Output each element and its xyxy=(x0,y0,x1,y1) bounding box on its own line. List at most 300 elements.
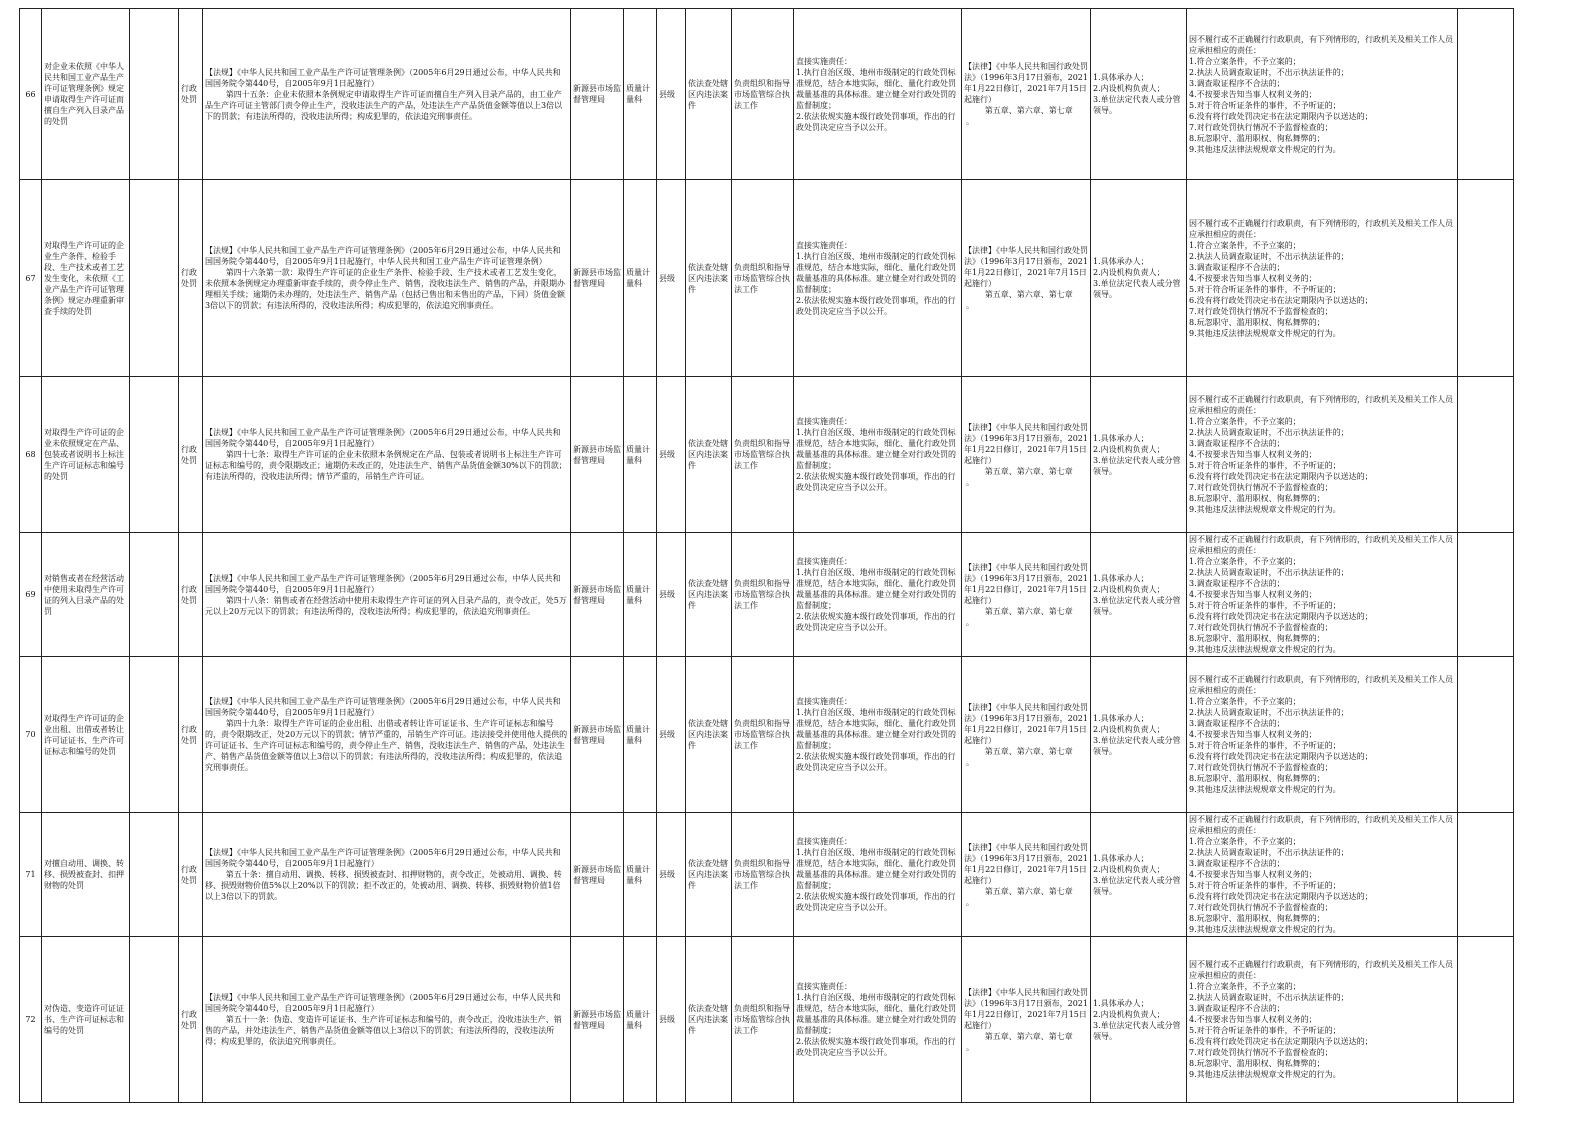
accountability-line: 9.其他违反法律法规规章文件规定的行为。 xyxy=(1189,925,1341,934)
subject-line: 1.具体承办人； xyxy=(1093,73,1149,82)
category-cell xyxy=(179,180,203,377)
basis-cell xyxy=(962,533,1091,657)
law-article: 第四十九条：取得生产许可证的企业出租、出借或者转让许可证证书、生产许可证标志和编号的，责令限期改正，处20万元以下的罚款；情节严重的，吊销生产许可证。违法接受并使用他人提供的许可证证书、生产许可证标志和编号的，责令停止生产、销售，没收违法生产、销售的产品，处违法生产、销售产品货值金额等值以上3倍以下的罚款；有违法所得的，没收违法所得；构成犯罪的，依法追究刑事责任。 xyxy=(205,719,568,772)
section: 质量计量科 xyxy=(626,268,650,288)
category-cell xyxy=(179,533,203,657)
basis-line: 【法律】《中华人民共和国行政处罚法》（1996年3月17日颁布，2021年1月22日修订，2021年7月15日起施行） xyxy=(964,562,1088,605)
duty-line: 1.执行自治区级、地州市级制定的行政处罚标准规范，结合本地实际，细化、量化行政处罚裁量基准的具体标准。建立健全对行政处罚的监督制度； xyxy=(796,568,956,610)
accountability-line: 9.其他违反法律法规规章文件规定的行为。 xyxy=(1189,1070,1341,1079)
duty-line: 直接实施责任： xyxy=(796,56,852,66)
subject-line: 2.内设机构负责人； xyxy=(1093,268,1165,277)
accountability-line: 7.对行政处罚执行情况不予监督检查的； xyxy=(1189,623,1333,632)
basis-chapters: 第五章、第六章、第七章 xyxy=(984,106,1073,115)
subject-cell xyxy=(1091,813,1187,937)
empty-cell xyxy=(1458,180,1514,377)
basis-line: 【法律】《中华人民共和国行政处罚法》（1996年3月17日颁布，2021年1月22日修订，2021年7月15日起施行） xyxy=(964,62,1088,104)
accountability-line: 因不履行或不正确履行行政职责，有下列情形的，行政机关及相关工作人员应承担相应的责任： xyxy=(1189,34,1453,55)
item-number-cell xyxy=(20,533,42,657)
level-cell xyxy=(657,9,686,180)
accountability-cell xyxy=(1187,657,1458,813)
basis-cell xyxy=(962,657,1091,813)
subject-line: 3.单位法定代表人或分管领导。 xyxy=(1093,595,1181,616)
item-number-cell xyxy=(20,937,42,1103)
duty-line: 1.执行自治区级、地州市级制定的行政处罚标准规范，结合本地实际，细化、量化行政处罚裁量基准的具体标准。建立健全对行政处罚的监督制度； xyxy=(796,251,956,294)
item-number: 66 xyxy=(25,89,36,99)
accountability-line: 5.对于符合听证条件的事件，不予听证的； xyxy=(1189,741,1341,750)
accountability-line: 4.不按要求告知当事人权利义务的； xyxy=(1189,273,1317,283)
accountability-cell xyxy=(1187,9,1458,180)
accountability-line: 1.符合立案条件，不予立案的； xyxy=(1189,240,1301,250)
accountability-line: 4.不按要求告知当事人权利义务的； xyxy=(1189,1015,1317,1024)
scope: 依法查处辖区内违法案件 xyxy=(688,439,728,470)
role: 负责组织和指导市场监管综合执法工作 xyxy=(734,262,790,294)
agency-cell xyxy=(571,377,624,533)
accountability-line: 因不履行或不正确履行行政职责，有下列情形的，行政机关及相关工作人员应承担相应的责任： xyxy=(1189,815,1453,835)
agency: 新源县市场监督管理局 xyxy=(573,864,621,885)
category-cell xyxy=(179,813,203,937)
duty-cell xyxy=(794,533,962,657)
accountability-line: 3.调查取证程序不合法的； xyxy=(1189,262,1285,272)
item-name-cell xyxy=(42,9,130,180)
law-article: 第五十一条：伪造、变造许可证证书、生产许可证标志和编号的，责令改正，没收违法生产、销售的产品，并处违法生产、销售产品货值金额等值以上3倍以下的罚款；有违法所得的，没收违法所得；构成犯罪的，依法追究刑事责任。 xyxy=(205,1015,562,1046)
level: 县级 xyxy=(659,870,675,879)
empty-cell xyxy=(130,533,179,657)
law-title: 【法规】《中华人民共和国工业产品生产许可证管理条例》（2005年6月29日通过公布，中华人民共和国国务院令第440号，自2005年9月1日起施行） xyxy=(205,428,561,448)
law-title: 【法规】《中华人民共和国工业产品生产许可证管理条例》（2005年6月29日通过公布，中华人民共和国国务院令第440号，自2005年9月1日起施行） xyxy=(205,848,561,868)
empty-cell xyxy=(1458,533,1514,657)
basis-chapters: 第五章、第六章、第七章 xyxy=(984,886,1073,896)
accountability-line: 因不履行或不正确履行行政职责，有下列情形的，行政机关及相关工作人员应承担相应的责任： xyxy=(1189,395,1453,415)
accountability-line: 7.对行政处罚执行情况不予监督检查的； xyxy=(1189,122,1333,132)
duty-line: 1.执行自治区级、地州市级制定的行政处罚标准规范，结合本地实际，细化、量化行政处罚裁量基准的具体标准。建立健全对行政处罚的监督制度； xyxy=(796,993,956,1035)
legal-basis-cell xyxy=(203,937,571,1103)
legal-basis-cell xyxy=(203,657,571,813)
scope-cell xyxy=(686,657,732,813)
role-cell xyxy=(732,533,794,657)
duty-line: 2.依法依规实施本级行政处罚事项，作出的行政处罚决定应当予以公开。 xyxy=(796,295,956,316)
table-row xyxy=(20,377,1514,533)
accountability-line: 4.不按要求告知当事人权利义务的； xyxy=(1189,590,1317,599)
role: 负责组织和指导市场监管综合执法工作 xyxy=(734,719,790,750)
accountability-line: 6.没有将行政处罚决定书在法定期限内予以送达的； xyxy=(1189,111,1373,121)
item-name-cell xyxy=(42,180,130,377)
item-number-cell xyxy=(20,657,42,813)
item-name: 对销售或者在经营活动中使用未取得生产许可证的列入目录产品的处罚 xyxy=(44,573,124,616)
accountability-line: 3.调查取证程序不合法的； xyxy=(1189,1004,1285,1013)
subject-line: 2.内设机构负责人； xyxy=(1093,84,1165,93)
accountability-cell xyxy=(1187,937,1458,1103)
accountability-line: 8.玩忽职守、滥用职权、徇私舞弊的； xyxy=(1189,133,1325,143)
legal-basis-cell xyxy=(203,377,571,533)
item-name-cell xyxy=(42,377,130,533)
table-row xyxy=(20,937,1514,1103)
accountability-line: 3.调查取证程序不合法的； xyxy=(1189,719,1285,728)
subject-line: 3.单位法定代表人或分管领导。 xyxy=(1093,1020,1181,1041)
accountability-line: 1.符合立案条件，不予立案的； xyxy=(1189,557,1301,566)
duty-line: 2.依法依规实施本级行政处罚事项，作出的行政处罚决定应当予以公开。 xyxy=(796,472,956,492)
table-row xyxy=(20,813,1514,937)
empty-cell xyxy=(1458,377,1514,533)
basis-line: 【法律】《中华人民共和国行政处罚法》（1996年3月17日颁布，2021年1月22日修订，2021年7月15日起施行） xyxy=(964,842,1088,885)
basis-mark: 。 xyxy=(966,117,974,126)
item-number: 68 xyxy=(25,450,36,459)
law-article: 第四十七条：取得生产许可证的企业未依照本条例规定在产品、包装或者说明书上标注生产许可证标志和编号的，责令限期改正；逾期仍未改正的，处违法生产、销售产品货值金额30%以下的罚款；有违法所得的，没收违法所得；情节严重的，吊销生产许可证。 xyxy=(205,450,567,481)
accountability-line: 9.其他违反法律法规规章文件规定的行为。 xyxy=(1189,505,1341,514)
category-cell xyxy=(179,377,203,533)
category-cell xyxy=(179,937,203,1103)
subject-cell xyxy=(1091,9,1187,180)
level-cell xyxy=(657,937,686,1103)
duty-line: 2.依法依规实施本级行政处罚事项，作出的行政处罚决定应当予以公开。 xyxy=(796,612,956,632)
basis-line: 【法律】《中华人民共和国行政处罚法》（1996年3月17日颁布，2021年1月22日修订，2021年7月15日起施行） xyxy=(964,246,1088,288)
empty-cell xyxy=(130,9,179,180)
subject-line: 3.单位法定代表人或分管领导。 xyxy=(1093,455,1181,476)
subject-line: 1.具体承办人； xyxy=(1093,433,1149,443)
empty-cell xyxy=(130,180,179,377)
agency: 新源县市场监督管理局 xyxy=(573,268,621,288)
accountability-line: 6.没有将行政处罚决定书在法定期限内予以送达的； xyxy=(1189,752,1373,761)
scope-cell xyxy=(686,9,732,180)
level: 县级 xyxy=(659,590,675,599)
section-cell xyxy=(624,657,657,813)
subject-line: 2.内设机构负责人； xyxy=(1093,724,1165,734)
agency-cell xyxy=(571,657,624,813)
scope: 依法查处辖区内违法案件 xyxy=(688,719,728,750)
law-title: 【法规】《中华人民共和国工业产品生产许可证管理条例》（2005年6月29日通过公布，中华人民共和国国务院令第440号，自2005年9月1日起施行） xyxy=(205,573,561,594)
accountability-line: 因不履行或不正确履行行政职责，有下列情形的，行政机关及相关工作人员应承担相应的责任： xyxy=(1189,675,1453,695)
duty-line: 1.执行自治区级、地州市级制定的行政处罚标准规范，结合本地实际，细化、量化行政处罚裁量基准的具体标准。建立健全对行政处罚的监督制度； xyxy=(796,428,956,470)
category: 行政处罚 xyxy=(181,84,197,104)
subject-line: 3.单位法定代表人或分管领导。 xyxy=(1093,735,1181,756)
agency-cell xyxy=(571,533,624,657)
empty-cell xyxy=(130,657,179,813)
role-cell xyxy=(732,377,794,533)
category: 行政处罚 xyxy=(181,444,197,465)
accountability-line: 5.对于符合听证条件的事件，不予听证的； xyxy=(1189,284,1341,294)
item-number-cell xyxy=(20,377,42,533)
section: 质量计量科 xyxy=(626,84,650,104)
legal-basis-cell xyxy=(203,533,571,657)
empty-cell xyxy=(130,937,179,1103)
power-list-table xyxy=(19,8,1514,1103)
law-title: 【法规】《中华人民共和国工业产品生产许可证管理条例》（2005年6月29日通过公布，中华人民共和国国务院令第440号，自2005年9月1日起施行） xyxy=(205,697,561,717)
accountability-line: 3.调查取证程序不合法的； xyxy=(1189,78,1285,88)
subject-line: 2.内设机构负责人； xyxy=(1093,444,1165,454)
accountability-line: 7.对行政处罚执行情况不予监督检查的； xyxy=(1189,306,1333,316)
accountability-line: 2.执法人员调查取证时，不出示执法证件的； xyxy=(1189,708,1349,717)
scope: 依法查处辖区内违法案件 xyxy=(688,262,728,294)
scope: 依法查处辖区内违法案件 xyxy=(688,1004,728,1035)
accountability-line: 6.没有将行政处罚决定书在法定期限内予以送达的； xyxy=(1189,612,1373,621)
accountability-line: 4.不按要求告知当事人权利义务的； xyxy=(1189,450,1317,459)
accountability-line: 6.没有将行政处罚决定书在法定期限内予以送达的； xyxy=(1189,472,1373,481)
subject-line: 2.内设机构负责人； xyxy=(1093,1009,1165,1019)
subject-line: 3.单位法定代表人或分管领导。 xyxy=(1093,279,1181,299)
accountability-line: 9.其他违反法律法规规章文件规定的行为。 xyxy=(1189,144,1341,154)
law-title: 【法规】《中华人民共和国工业产品生产许可证管理条例》（2005年6月29日通过公布，中华人民共和国国务院令第440号，自2005年9月1日起施行） xyxy=(205,67,561,88)
accountability-line: 8.玩忽职守、滥用职权、徇私舞弊的； xyxy=(1189,634,1325,643)
role-cell xyxy=(732,180,794,377)
accountability-line: 5.对于符合听证条件的事件，不予听证的； xyxy=(1189,1026,1341,1035)
basis-cell xyxy=(962,180,1091,377)
accountability-line: 5.对于符合听证条件的事件，不予听证的； xyxy=(1189,100,1341,110)
section-cell xyxy=(624,377,657,533)
section: 质量计量科 xyxy=(626,584,650,605)
item-name-cell xyxy=(42,533,130,657)
agency-cell xyxy=(571,937,624,1103)
scope-cell xyxy=(686,533,732,657)
duty-line: 1.执行自治区级、地州市级制定的行政处罚标准规范，结合本地实际，细化、量化行政处罚裁量基准的具体标准。建立健全对行政处罚的监督制度； xyxy=(796,708,956,750)
accountability-line: 1.符合立案条件，不予立案的； xyxy=(1189,56,1301,66)
duty-line: 2.依法依规实施本级行政处罚事项，作出的行政处罚决定应当予以公开。 xyxy=(796,752,956,772)
basis-chapters: 第五章、第六章、第七章 xyxy=(984,606,1073,616)
agency-cell xyxy=(571,9,624,180)
subject-cell xyxy=(1091,657,1187,813)
item-name: 对取得生产许可证的企业生产条件、检验手段、生产技术或者工艺发生变化，未依照《工业产品生产许可证管理条例》规定办理重新审查手续的处罚 xyxy=(44,240,124,316)
level: 县级 xyxy=(659,273,675,283)
scope-cell xyxy=(686,377,732,533)
accountability-line: 6.没有将行政处罚决定书在法定期限内予以送达的； xyxy=(1189,892,1373,901)
accountability-cell xyxy=(1187,180,1458,377)
role-cell xyxy=(732,657,794,813)
item-number: 71 xyxy=(25,870,36,879)
item-name-cell xyxy=(42,937,130,1103)
basis-mark: 。 xyxy=(966,617,974,627)
level-cell xyxy=(657,813,686,937)
level: 县级 xyxy=(659,89,675,99)
section-cell xyxy=(624,9,657,180)
section-cell xyxy=(624,813,657,937)
empty-cell xyxy=(1458,813,1514,937)
law-title: 【法规】《中华人民共和国工业产品生产许可证管理条例》（2005年6月29日通过公布，中华人民共和国国务院令第440号，自2005年9月1日起施行，中华人民共和国工业产品生产许可证管理条例） xyxy=(205,246,561,266)
basis-chapters: 第五章、第六章、第七章 xyxy=(984,1031,1073,1041)
level-cell xyxy=(657,180,686,377)
accountability-line: 1.符合立案条件，不予立案的； xyxy=(1189,417,1301,426)
level-cell xyxy=(657,533,686,657)
accountability-line: 9.其他违反法律法规规章文件规定的行为。 xyxy=(1189,785,1341,794)
table-row xyxy=(20,533,1514,657)
basis-mark: 。 xyxy=(966,1042,974,1052)
basis-mark: 。 xyxy=(966,897,974,907)
item-number: 69 xyxy=(25,590,36,599)
role: 负责组织和指导市场监管综合执法工作 xyxy=(734,1004,790,1035)
accountability-line: 因不履行或不正确履行行政职责，有下列情形的，行政机关及相关工作人员应承担相应的责任： xyxy=(1189,960,1453,980)
section-cell xyxy=(624,533,657,657)
table-row xyxy=(20,180,1514,377)
scope: 依法查处辖区内违法案件 xyxy=(688,78,728,110)
category: 行政处罚 xyxy=(181,268,197,288)
duty-line: 1.执行自治区级、地州市级制定的行政处罚标准规范，结合本地实际，细化、量化行政处罚裁量基准的具体标准。建立健全对行政处罚的监督制度； xyxy=(796,67,956,110)
subject-line: 3.单位法定代表人或分管领导。 xyxy=(1093,875,1181,896)
duty-line: 直接实施责任： xyxy=(796,697,852,706)
basis-cell xyxy=(962,9,1091,180)
scope-cell xyxy=(686,813,732,937)
scope: 依法查处辖区内违法案件 xyxy=(688,579,728,610)
accountability-line: 6.没有将行政处罚决定书在法定期限内予以送达的； xyxy=(1189,1037,1373,1046)
accountability-line: 8.玩忽职守、滥用职权、徇私舞弊的； xyxy=(1189,494,1325,503)
role: 负责组织和指导市场监管综合执法工作 xyxy=(734,859,790,890)
subject-line: 1.具体承办人； xyxy=(1093,257,1149,266)
empty-cell xyxy=(130,377,179,533)
accountability-line: 8.玩忽职守、滥用职权、徇私舞弊的； xyxy=(1189,317,1325,327)
subject-line: 1.具体承办人； xyxy=(1093,998,1149,1008)
item-name: 对取得生产许可证的企业未依照规定在产品、包装或者说明书上标注生产许可证标志和编号的处罚 xyxy=(44,428,124,481)
agency: 新源县市场监督管理局 xyxy=(573,724,621,745)
duty-line: 2.依法依规实施本级行政处罚事项，作出的行政处罚决定应当予以公开。 xyxy=(796,1037,956,1057)
category-cell xyxy=(179,9,203,180)
duty-line: 直接实施责任： xyxy=(796,982,852,991)
section: 质量计量科 xyxy=(626,724,650,745)
section: 质量计量科 xyxy=(626,864,650,885)
subject-cell xyxy=(1091,377,1187,533)
table-row xyxy=(20,9,1514,180)
basis-chapters: 第五章、第六章、第七章 xyxy=(984,290,1073,299)
accountability-line: 1.符合立案条件，不予立案的； xyxy=(1189,837,1301,846)
item-name: 对擅自动用、调换、转移、损毁被查封、扣押财物的处罚 xyxy=(44,859,124,890)
accountability-line: 5.对于符合听证条件的事件，不予听证的； xyxy=(1189,461,1341,470)
scope-cell xyxy=(686,180,732,377)
duty-line: 直接实施责任： xyxy=(796,557,852,566)
law-article: 第四十五条：企业未依照本条例规定申请取得生产许可证而擅自生产列入目录产品的，由工业产品生产许可证主管部门责令停止生产，没收违法生产的产品，处违法生产产品货值金额等值以上3倍以下的罚款；有违法所得的，没收违法所得；构成犯罪的，依法追究刑事责任。 xyxy=(205,89,563,121)
basis-cell xyxy=(962,937,1091,1103)
basis-line: 【法律】《中华人民共和国行政处罚法》（1996年3月17日颁布，2021年1月22日修订，2021年7月15日起施行） xyxy=(964,702,1088,745)
basis-cell xyxy=(962,377,1091,533)
accountability-line: 4.不按要求告知当事人权利义务的； xyxy=(1189,89,1317,99)
accountability-line: 1.符合立案条件，不予立案的； xyxy=(1189,982,1301,991)
basis-mark: 。 xyxy=(966,477,974,487)
agency: 新源县市场监督管理局 xyxy=(573,1009,621,1030)
accountability-line: 8.玩忽职守、滥用职权、徇私舞弊的； xyxy=(1189,774,1325,783)
item-number-cell xyxy=(20,180,42,377)
legal-basis-cell xyxy=(203,813,571,937)
subject-line: 1.具体承办人； xyxy=(1093,573,1149,583)
accountability-line: 3.调查取证程序不合法的； xyxy=(1189,439,1285,448)
category: 行政处罚 xyxy=(181,864,197,885)
empty-cell xyxy=(130,813,179,937)
duty-cell xyxy=(794,813,962,937)
duty-cell xyxy=(794,377,962,533)
accountability-line: 2.执法人员调查取证时，不出示执法证件的； xyxy=(1189,848,1349,857)
accountability-line: 2.执法人员调查取证时，不出示执法证件的； xyxy=(1189,993,1349,1002)
agency: 新源县市场监督管理局 xyxy=(573,444,621,465)
subject-line: 1.具体承办人； xyxy=(1093,853,1149,863)
subject-cell xyxy=(1091,533,1187,657)
subject-line: 2.内设机构负责人； xyxy=(1093,864,1165,874)
item-number-cell xyxy=(20,813,42,937)
table-row xyxy=(20,657,1514,813)
subject-line: 1.具体承办人； xyxy=(1093,713,1149,723)
section: 质量计量科 xyxy=(626,1009,650,1030)
law-article: 第五十条：擅自动用、调换、转移、损毁被查封、扣押财物的，责令改正，处被动用、调换、转移、损毁财物价值5%以上20%以下的罚款；拒不改正的，处被动用、调换、转移、损毁财物价值1倍以上3倍以下的罚款。 xyxy=(205,870,562,901)
agency-cell xyxy=(571,813,624,937)
role-cell xyxy=(732,813,794,937)
empty-cell xyxy=(1458,9,1514,180)
accountability-line: 3.调查取证程序不合法的； xyxy=(1189,579,1285,588)
item-name: 对取得生产许可证的企业出租、出借或者转让许可证证书、生产许可证标志和编号的处罚 xyxy=(44,713,124,756)
empty-cell xyxy=(1458,657,1514,813)
category: 行政处罚 xyxy=(181,584,197,605)
item-name: 对伪造、变造许可证证书、生产许可证标志和编号的处罚 xyxy=(44,1004,124,1035)
item-name-cell xyxy=(42,657,130,813)
section-cell xyxy=(624,937,657,1103)
accountability-line: 8.玩忽职守、滥用职权、徇私舞弊的； xyxy=(1189,1059,1325,1068)
accountability-line: 7.对行政处罚执行情况不予监督检查的； xyxy=(1189,483,1333,492)
law-title: 【法规】《中华人民共和国工业产品生产许可证管理条例》（2005年6月29日通过公布，中华人民共和国国务院令第440号，自2005年9月1日起施行） xyxy=(205,993,561,1013)
accountability-line: 5.对于符合听证条件的事件，不予听证的； xyxy=(1189,881,1341,890)
basis-mark: 。 xyxy=(966,757,974,767)
agency: 新源县市场监督管理局 xyxy=(573,84,621,104)
duty-line: 直接实施责任： xyxy=(796,240,852,250)
accountability-line: 7.对行政处罚执行情况不予监督检查的； xyxy=(1189,903,1333,912)
agency: 新源县市场监督管理局 xyxy=(573,584,621,605)
law-article: 第四十八条：销售或者在经营活动中使用未取得生产许可证的列入目录产品的，责令改正，处5万元以上20万元以下的罚款；有违法所得的，没收违法所得；构成犯罪的，依法追究刑事责任。 xyxy=(205,595,567,616)
accountability-line: 4.不按要求告知当事人权利义务的； xyxy=(1189,730,1317,739)
accountability-line: 9.其他违反法律法规规章文件规定的行为。 xyxy=(1189,328,1341,338)
level-cell xyxy=(657,377,686,533)
level: 县级 xyxy=(659,450,675,459)
subject-cell xyxy=(1091,937,1187,1103)
accountability-cell xyxy=(1187,813,1458,937)
accountability-cell xyxy=(1187,533,1458,657)
accountability-line: 2.执法人员调查取证时，不出示执法证件的； xyxy=(1189,67,1349,77)
accountability-line: 5.对于符合听证条件的事件，不予听证的； xyxy=(1189,601,1341,610)
legal-basis-cell xyxy=(203,9,571,180)
duty-line: 2.依法依规实施本级行政处罚事项，作出的行政处罚决定应当予以公开。 xyxy=(796,111,956,132)
duty-cell xyxy=(794,9,962,180)
duty-cell xyxy=(794,180,962,377)
subject-line: 2.内设机构负责人； xyxy=(1093,584,1165,594)
level: 县级 xyxy=(659,1015,675,1024)
item-name: 对企业未依照《中华人民共和国工业产品生产许可证管理条例》规定申请取得生产许可证而擅自生产列入目录产品的处罚 xyxy=(44,62,124,126)
duty-cell xyxy=(794,657,962,813)
basis-chapters: 第五章、第六章、第七章 xyxy=(984,466,1073,476)
accountability-line: 2.执法人员调查取证时，不出示执法证件的； xyxy=(1189,428,1349,437)
basis-chapters: 第五章、第六章、第七章 xyxy=(984,746,1073,756)
level-cell xyxy=(657,657,686,813)
item-number: 67 xyxy=(25,273,36,283)
duty-line: 2.依法依规实施本级行政处罚事项，作出的行政处罚决定应当予以公开。 xyxy=(796,892,956,912)
role: 负责组织和指导市场监管综合执法工作 xyxy=(734,78,790,110)
accountability-line: 3.调查取证程序不合法的； xyxy=(1189,859,1285,868)
accountability-line: 2.执法人员调查取证时，不出示执法证件的； xyxy=(1189,568,1349,577)
basis-mark: 。 xyxy=(966,301,974,310)
subject-cell xyxy=(1091,180,1187,377)
role: 负责组织和指导市场监管综合执法工作 xyxy=(734,439,790,470)
role-cell xyxy=(732,937,794,1103)
level: 县级 xyxy=(659,730,675,739)
basis-line: 【法律】《中华人民共和国行政处罚法》（1996年3月17日颁布，2021年1月22日修订，2021年7月15日起施行） xyxy=(964,987,1088,1030)
scope: 依法查处辖区内违法案件 xyxy=(688,859,728,890)
accountability-line: 7.对行政处罚执行情况不予监督检查的； xyxy=(1189,763,1333,772)
category: 行政处罚 xyxy=(181,1009,197,1030)
agency-cell xyxy=(571,180,624,377)
basis-cell xyxy=(962,813,1091,937)
law-article: 第四十六条第一款：取得生产许可证的企业生产条件、检验手段、生产技术或者工艺发生变化，未依照本条例规定办理重新审查手续的，责令停止生产、销售，没收违法生产、销售的产品，并限期办理相关手续；逾期仍未办理的，处违法生产、销售产品（包括已售出和未售出的产品，下同）货值金额3倍以下的罚款；有违法所得的，没收违法所得；构成犯罪的，依法追究刑事责任。 xyxy=(205,268,565,310)
duty-line: 直接实施责任： xyxy=(796,417,852,426)
accountability-line: 1.符合立案条件，不予立案的； xyxy=(1189,697,1301,706)
accountability-line: 因不履行或不正确履行行政职责，有下列情形的，行政机关及相关工作人员应承担相应的责任： xyxy=(1189,218,1453,239)
accountability-cell xyxy=(1187,377,1458,533)
accountability-line: 6.没有将行政处罚决定书在法定期限内予以送达的； xyxy=(1189,295,1373,305)
accountability-line: 2.执法人员调查取证时，不出示执法证件的； xyxy=(1189,251,1349,261)
item-name-cell xyxy=(42,813,130,937)
duty-cell xyxy=(794,937,962,1103)
item-number: 70 xyxy=(25,730,36,739)
section-cell xyxy=(624,180,657,377)
category: 行政处罚 xyxy=(181,724,197,745)
scope-cell xyxy=(686,937,732,1103)
item-number-cell xyxy=(20,9,42,180)
